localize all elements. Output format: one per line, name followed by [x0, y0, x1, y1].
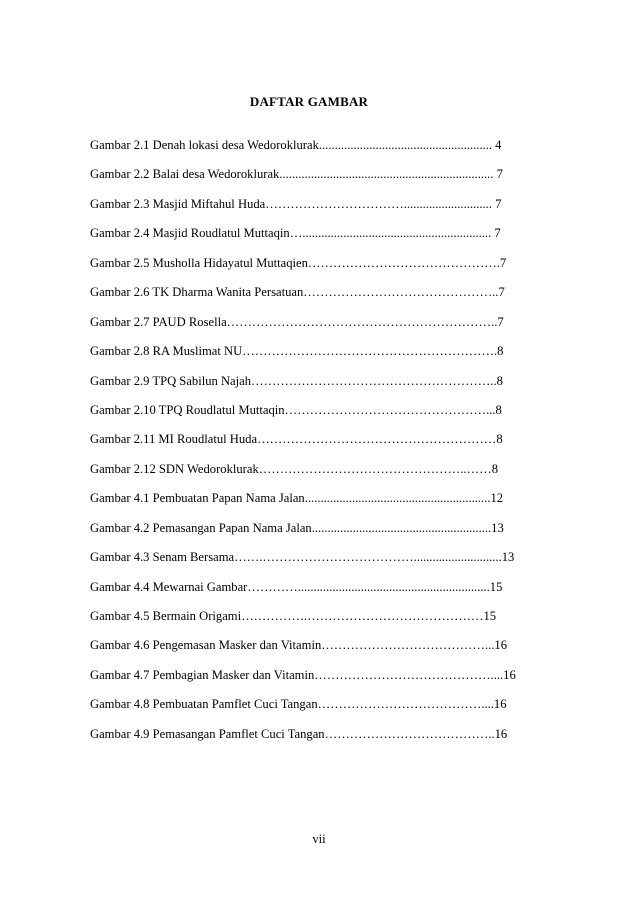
list-item: Gambar 2.6 TK Dharma Wanita Persatuan………………………………………..7: [90, 285, 505, 300]
list-item: Gambar 2.12 SDN Wedoroklurak…………………………………………..……8: [90, 461, 499, 476]
list-item: Gambar 4.9 Pemasangan Pamflet Cuci Tangan…………………………………..16: [90, 726, 508, 741]
list-item: Gambar 2.7 PAUD Rosella………………………………………………………..7: [90, 314, 504, 329]
list-item: Gambar 2.9 TPQ Sabilun Najah…………………………………………………..8: [90, 373, 503, 388]
list-item: Gambar 2.5 Musholla Hidayatul Muttaqien……………………………………….7: [90, 255, 507, 270]
list-item: Gambar 4.8 Pembuatan Pamflet Cuci Tangan…………………………………....16: [90, 697, 507, 712]
list-item: Gambar 4.4 Mewarnai Gambar………….............................................................15: [90, 579, 503, 594]
list-item: Gambar 2.2 Balai desa Wedoroklurak.................................................................... 7: [90, 167, 503, 182]
list-item: Gambar 2.10 TPQ Roudlatul Muttaqin…………………………………………...8: [90, 402, 502, 417]
page-title: DAFTAR GAMBAR: [249, 94, 369, 109]
list-item: Gambar 2.11 MI Roudlatul Huda…………………………………………………8: [90, 432, 503, 447]
list-item: Gambar 2.8 RA Muslimat NU…………………………………………………….8: [90, 344, 504, 359]
list-item: Gambar 2.4 Masjid Roudlatul Muttaqin…............................................................ 7: [90, 226, 501, 241]
list-item: Gambar 2.3 Masjid Miftahul Huda……………………………............................ 7: [90, 196, 502, 211]
list-item: Gambar 4.3 Senam Bersama…….………………………………............................13: [90, 550, 515, 565]
figure-list: [90, 137, 530, 755]
list-item: Gambar 4.2 Pemasangan Papan Nama Jalan.........................................................13: [90, 520, 504, 535]
list-item: Gambar 4.7 Pembagian Masker dan Vitamin……………………………………....16: [90, 667, 516, 682]
list-item: Gambar 2.1 Denah lokasi desa Wedoroklurak....................................................... 4: [90, 138, 502, 152]
list-item: Gambar 4.5 Bermain Origami…………….……………………………………15: [90, 609, 497, 623]
list-item: Gambar 4.1 Pembuatan Papan Nama Jalan...........................................................12: [90, 491, 504, 506]
page-number: vii: [312, 832, 326, 846]
list-item: Gambar 4.6 Pengemasan Masker dan Vitamin…………………………………...16: [90, 638, 507, 653]
